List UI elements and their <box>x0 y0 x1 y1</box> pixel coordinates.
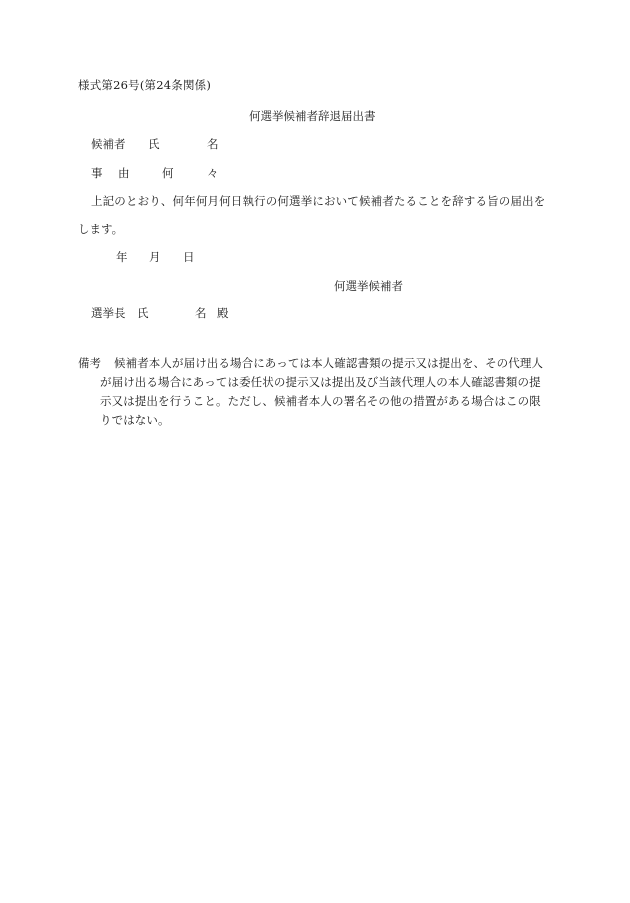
remarks-text-line-3: 示又は提出を行うこと。ただし、候補者本人の署名その他の措置がある場合はこの限 <box>100 394 541 408</box>
document-title: 何選挙候補者辞退届出書 <box>249 109 376 123</box>
candidate-surname-placeholder: 氏 <box>148 137 160 151</box>
declaration-text-line-1: 上記のとおり、何年何月何日執行の何選挙において候補者たることを辞する旨の届出を <box>91 194 546 208</box>
declaration-text-line-2: します。 <box>78 222 124 236</box>
reason-label-part-2: 由 <box>118 166 130 180</box>
remarks-text-line-1: 候補者本人が届け出る場合にあっては本人確認書類の提示又は提出を、その代理人 <box>114 356 544 370</box>
reason-placeholder-1: 何 <box>162 166 174 180</box>
date-month-label: 月 <box>149 250 161 264</box>
date-year-label: 年 <box>116 250 128 264</box>
addressee-surname-placeholder: 氏 <box>137 306 149 320</box>
reason-placeholder-2: 々 <box>207 166 219 180</box>
signer-label: 何選挙候補者 <box>334 279 403 293</box>
addressee-honorific: 殿 <box>217 306 229 320</box>
addressee-given-name-placeholder: 名 <box>195 306 207 320</box>
remarks-text-line-2: が届け出る場合にあっては委任状の提示又は提出及び当該代理人の本人確認書類の提 <box>100 375 541 389</box>
remarks-label: 備考 <box>78 356 101 370</box>
candidate-given-name-placeholder: 名 <box>207 137 219 151</box>
candidate-label: 候補者 <box>91 137 126 151</box>
remarks-text-line-4: りではない。 <box>100 413 170 427</box>
reason-label-part-1: 事 <box>91 166 103 180</box>
form-number: 様式第26号(第24条関係) <box>78 78 212 92</box>
addressee-title: 選挙長 <box>91 306 126 320</box>
date-day-label: 日 <box>183 250 195 264</box>
